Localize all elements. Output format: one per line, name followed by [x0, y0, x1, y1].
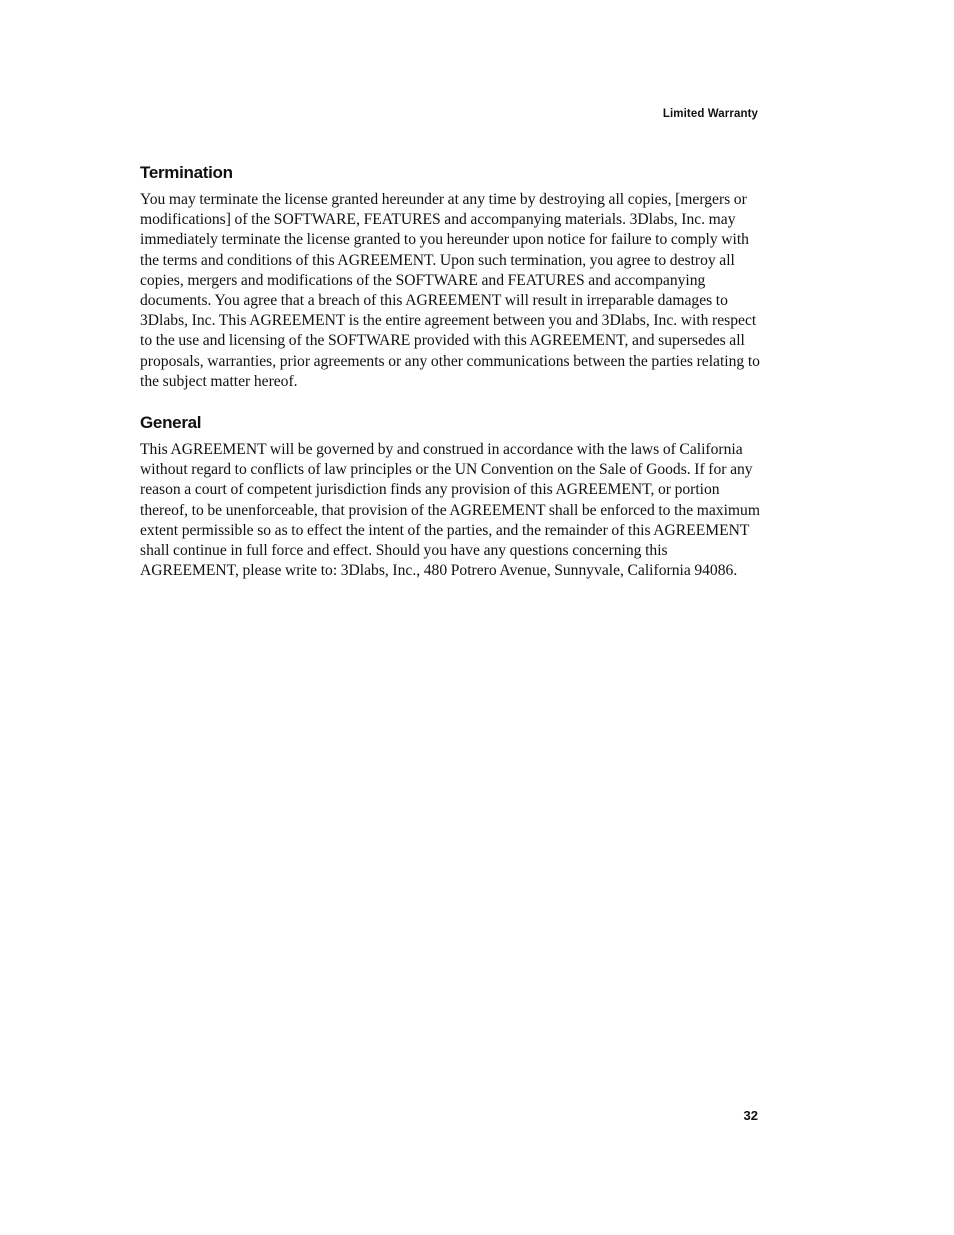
- section-heading-general: General: [140, 413, 202, 433]
- page-number: 32: [743, 1108, 758, 1123]
- section-body-general: This AGREEMENT will be governed by and construed in accordance with the laws of California without regard to conflicts of law principles or the UN Convention on the Sale of Goods. If for any reason a court of competent jurisdiction finds any provision of this AGREEMENT, or portion thereof, to be unenforceable, that provision of the AGREEMENT shall be enforced to the maximum extent permissible so as to effect the intent of the parties, and the remainder of this AGREEMENT shall continue in full force and effect. Should you have any questions concerning this AGREEMENT, please write to: 3Dlabs, Inc., 480 Potrero Avenue, Sunnyvale, California 94086.: [140, 441, 760, 580]
- section-heading-termination: Termination: [140, 163, 233, 182]
- section-general: [140, 412, 760, 581]
- document-content: [140, 162, 760, 601]
- running-header: Limited Warranty: [662, 108, 758, 120]
- section-termination: [140, 162, 760, 392]
- section-body-termination: You may terminate the license granted hereunder at any time by destroying all copies, [mergers or modifications] of the SOFTWARE, FEATURES and accompanying materials. 3Dlabs, Inc. may immediately terminate the license granted to you hereunder upon notice for failure to comply with the terms and conditions of this AGREEMENT. Upon such termination, you agree to destroy all copies, mergers and modifications of the SOFTWARE and FEATURES and accompanying documents. You agree that a breach of this AGREEMENT will result in irreparable damages to 3Dlabs, Inc. This AGREEMENT is the entire agreement between you and 3Dlabs, Inc. with respect to the use and licensing of the SOFTWARE provided with this AGREEMENT, and supersedes all proposals, warranties, prior agreements or any other communications between the parties relating to the subject matter hereof.: [140, 191, 760, 390]
